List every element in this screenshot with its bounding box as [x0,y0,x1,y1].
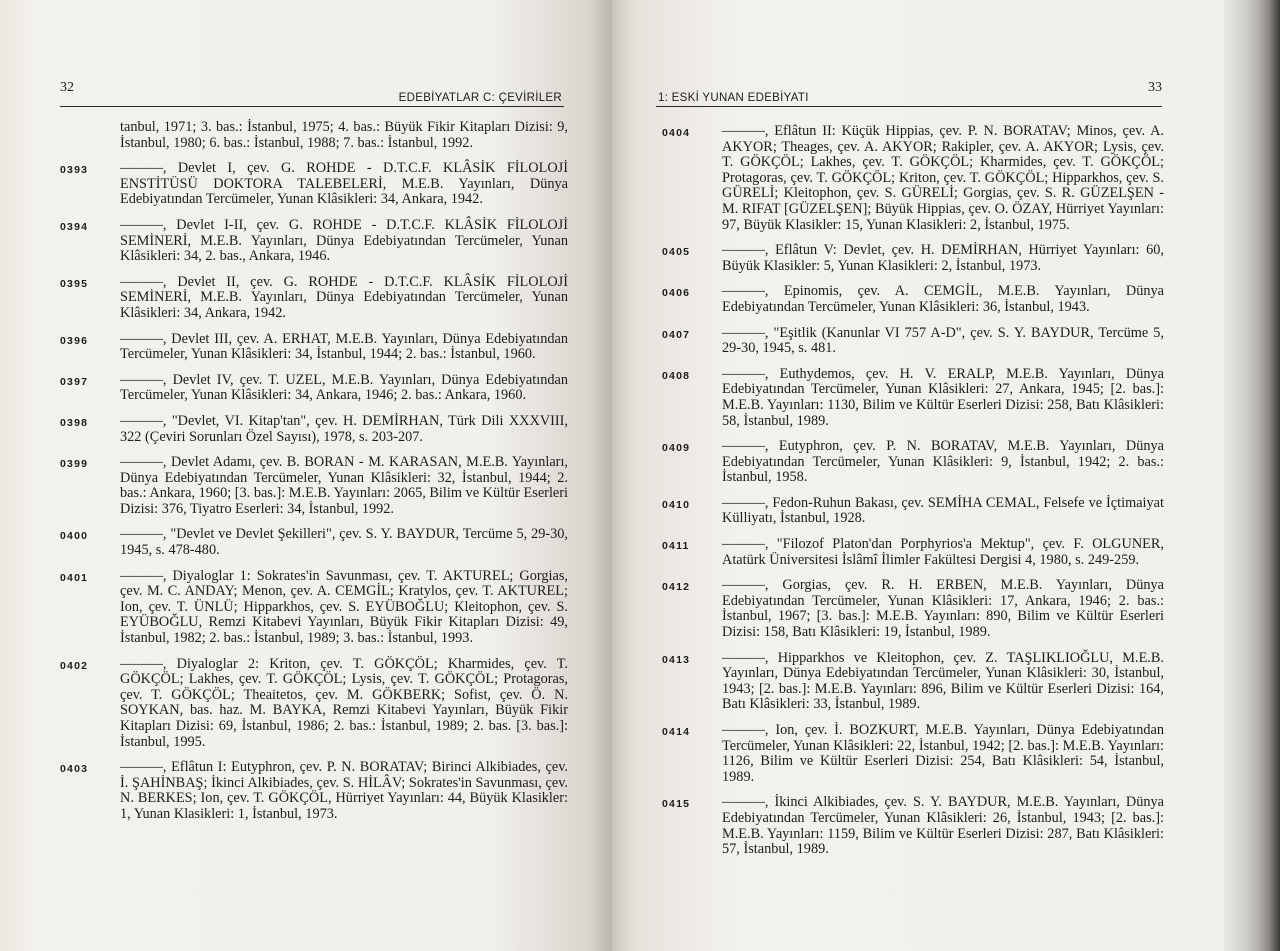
entry-text: ———, Devlet IV, çev. T. UZEL, M.E.B. Yayınları, Dünya Edebiyatından Tercümeler, Yunan Klâsikleri: 34, Ankara, 1946; 2. bas.: Ankara, 1960. [120,371,568,404]
entry-number: 0407 [662,328,691,341]
bibliography-entry [662,651,1164,713]
bibliography-entry [60,218,568,265]
bibliography-entry [60,657,568,751]
entry-text: ———, Devlet I, çev. G. ROHDE - D.T.C.F. KLÂSİK FİLOLOJİ ENSTİTÜSÜ DOKTORA TALEBELERİ, M.E.B. Yayınları, Dünya Edebiyatından Tercümeler, Yunan Klâsikleri: 34, Ankara, 1942. [120,160,568,208]
bibliography-entry [60,455,568,517]
entry-number: 0404 [662,127,691,139]
entry-text: ———, Euthydemos, çev. H. V. ERALP, M.E.B. Yayınları, Dünya Edebiyatından Tercümeler, Yunan Klâsikleri: 27, Ankara, 1945; [2. bas.]: M.E.B. Yayınları: 1130, Bilim ve Kültür Eserleri Dizisi: 258, Batı Klâsikleri: 58, İstanbul, 1989. [722,365,1164,429]
bibliography-entry [60,760,568,822]
entry-number: 0394 [60,220,89,233]
entry-text: ———, Diyaloglar 2: Kriton, çev. T. GÖKÇÖL; Kharmides, çev. T. GÖKÇÖL; Lakhes, çev. T. GÖKÇÖL; Lysis, çev. T. GÖKÇÖL; Protagoras, çev. T. GÖKÇÖL; Theaitetos, çev. M. GÖKBERK; Sofist, çev. Ö. N. SOYKAN, bas. haz. M. BAYKA, Remzi Kitabevi Yayınları, Büyük Fikir Kitapları Dizisi: 69, İstanbul, 1986; 2. bas.: İstanbul, 1989; 2. bas. [3. bas.]: İstanbul, 1995. [120,655,568,750]
entry-text: ———, Eflâtun II: Küçük Hippias, çev. P. N. BORATAV; Minos, çev. A. AKYOR; Theages, çev. A. AKYOR; Rakipler, çev. A. AKYOR; Lysis, çev. T. GÖKÇÖL; Lakhes, çev. T. GÖKÇÖL; Kharmides, çev. T. GÖKÇÖL; Protagoras, çev. T. GÖKÇÖL; Kriton, çev. T. GÖKÇÖL; Hipparkhos, çev. S. GÜRELİ; Kleitophon, çev. S. GÜRELİ; Gorgias, çev. S. R. GÜZELŞEN - M. RIFAT [GÜZELŞEN]; Büyük Hippias, çev. O. ÖZAY, Hürriyet Yayınları: 97, Büyük Klasikler: 15, Yunan Klasikleri: 2, İstanbul, 1975. [722,123,1164,233]
bibliography-entry [662,496,1164,527]
left-page-header [60,80,564,107]
bibliography-entry [662,578,1164,640]
entry-number: 0401 [60,571,89,584]
entry-number: 0409 [662,442,691,455]
bibliography-entry [60,120,568,151]
entry-number: 0411 [662,540,690,553]
bibliography-entry [60,527,568,558]
entry-text: ———, Eflâtun I: Eutyphron, çev. P. N. BORATAV; Birinci Alkibiades, çev. İ. ŞAHİNBAŞ; İkinci Alkibiades, çev. S. HİLÂV; Sokrates'in Savunması, çev. N. BERKES; Ion, çev. T. GÖKÇÖL, Hürriyet Yayınları: 44, Büyük Klasikler: 1, Yunan Klasikleri: 1, İstanbul, 1973. [120,759,568,822]
entry-text: ———, Epinomis, çev. A. CEMGİL, M.E.B. Yayınları, Dünya Edebiyatından Tercümeler, Yunan Klâsikleri: 36, İstanbul, 1943. [722,283,1164,315]
bibliography-entry [662,367,1164,429]
bibliography-entry [60,161,568,208]
entry-number: 0398 [60,416,89,429]
entry-number: 0395 [60,277,89,290]
entry-number: 0414 [662,726,691,738]
entry-text: tanbul, 1971; 3. bas.: İstanbul, 1975; 4. bas.: Büyük Fikir Kitapları Dizisi: 9, İstanbul, 1980; 6. bas.: İstanbul, 1988; 7. bas.: İstanbul, 1992. [120,119,568,151]
entry-number: 0400 [60,530,89,543]
right-page [612,0,1224,951]
right-page-number: 33 [1148,80,1162,95]
entry-number: 0403 [60,763,89,776]
entry-text: ———, "Devlet ve Devlet Şekilleri", çev. S. Y. BAYDUR, Tercüme 5, 29-30, 1945, s. 478-480. [120,526,568,559]
entry-text: ———, Devlet II, çev. G. ROHDE - D.T.C.F. KLÂSİK FİLOLOJİ SEMİNERİ, M.E.B. Yayınları, Dünya Edebiyatından Tercümeler, Yunan Klâsikleri: 34, Ankara, 1942. [120,273,568,321]
bibliography-entry [60,373,568,404]
bibliography-entry [662,284,1164,315]
entry-text: ———, "Filozof Platon'dan Porphyrios'a Mektup", çev. F. OLGUNER, Atatürk Üniversitesi İslâmî İlimler Fakültesi Dergisi 4, 1980, s. 249-259. [722,536,1164,568]
entry-text: ———, "Eşitlik (Kanunlar VI 757 A-D", çev. S. Y. BAYDUR, Tercüme 5, 29-30, 1945, s. 481. [722,324,1164,357]
bibliography-entry [662,537,1164,568]
bibliography-entry [662,326,1164,357]
left-entry-list [60,120,568,833]
entry-number: 0399 [60,458,89,471]
entry-number: 0410 [662,498,691,511]
entry-text: ———, Eutyphron, çev. P. N. BORATAV, M.E.B. Yayınları, Dünya Edebiyatından Tercümeler, Yunan Klâsikleri: 9, İstanbul, 1942; 2. bas.: İstanbul, 1958. [722,438,1164,486]
bibliography-entry [662,795,1164,857]
entry-text: ———, İkinci Alkibiades, çev. S. Y. BAYDUR, M.E.B. Yayınları, Dünya Edebiyatından Tercümeler, Yunan Klâsikleri: 26, İstanbul, 1943; [2. bas.]: M.E.B. Yayınları: 1159, Bilim ve Kültür Eserleri Dizisi: 287, Batı Klâsikleri: 57, İstanbul, 1989. [722,794,1164,858]
bibliography-entry [60,414,568,445]
entry-number: 0412 [662,581,691,594]
right-page-header [656,80,1162,107]
entry-number: 0397 [60,375,89,388]
right-running-head: 1: ESKİ YUNAN EDEBİYATI [658,92,809,104]
left-page [0,0,612,951]
bibliography-entry [60,275,568,322]
entry-number: 0396 [60,334,89,347]
bibliography-entry [662,243,1164,274]
entry-text: ———, Eflâtun V: Devlet, çev. H. DEMİRHAN, Hürriyet Yayınları: 60, Büyük Klasikler: 5, Yunan Klasikleri: 2, İstanbul, 1973. [722,242,1164,274]
entry-text: ———, Gorgias, çev. R. H. ERBEN, M.E.B. Yayınları, Dünya Edebiyatından Tercümeler, Yunan Klâsikleri: 17, Ankara, 1946; 2. bas.: İstanbul, 1967; [3. bas.]: M.E.B. Yayınları: 890, Bilim ve Kültür Eserleri Dizisi: 158, Batı Klâsikleri: 19, İstanbul, 1989. [722,577,1164,641]
left-running-head: EDEBİYATLAR C: ÇEVİRİLER [398,92,562,104]
entry-text: ———, Ion, çev. İ. BOZKURT, M.E.B. Yayınları, Dünya Edebiyatından Tercümeler, Yunan Klâsikleri: 22, İstanbul, 1942; [2. bas.]: M.E.B. Yayınları: 1126, Bilim ve Kültür Eserleri Dizisi: 254, Batı Klâsikleri: 54, İstanbul, 1989. [722,722,1164,785]
page-block-edge [1224,0,1280,951]
entry-text: ———, Devlet Adamı, çev. B. BORAN - M. KARASAN, M.E.B. Yayınları, Dünya Edebiyatından Tercümeler, Yunan Klâsikleri: 32, İstanbul, 1944; 2. bas.: Ankara, 1960; [3. bas.]: M.E.B. Yayınları: 2065, Bilim ve Kültür Eserleri Dizisi: 376, Tiyatro Eserleri: 34, İstanbul, 1992. [120,454,568,517]
entry-text: ———, Hipparkhos ve Kleitophon, çev. Z. TAŞLIKLIOĞLU, M.E.B. Yayınları, Dünya Edebiyatından Tercümeler, Yunan Klâsikleri: 30, İstanbul, 1943; [2. bas.]: M.E.B. Yayınları: 896, Bilim ve Kültür Eserleri Dizisi: 164, Batı Klâsikleri: 33, İstanbul, 1989. [722,649,1164,713]
entry-text: ———, Devlet I-II, çev. G. ROHDE - D.T.C.F. KLÂSİK FİLOLOJİ SEMİNERİ, M.E.B. Yayınları, Dünya Edebiyatından Tercümeler, Yunan Klâsikleri: 34, 2. bas., Ankara, 1946. [120,216,568,265]
entry-number: 0402 [60,659,89,672]
bibliography-entry [662,439,1164,486]
bibliography-entry [662,723,1164,785]
bibliography-entry [60,569,568,647]
entry-number: 0413 [662,653,691,666]
entry-text: ———, "Devlet, VI. Kitap'tan", çev. H. DEMİRHAN, Türk Dili XXXVIII, 322 (Çeviri Sorunları Özel Sayısı), 1978, s. 203-207. [120,412,568,445]
entry-number: 0408 [662,369,691,382]
entry-text: ———, Devlet III, çev. A. ERHAT, M.E.B. Yayınları, Dünya Edebiyatından Tercümeler, Yunan Klâsikleri: 34, İstanbul, 1944; 2. bas.: İstanbul, 1960. [120,330,568,363]
entry-number: 0415 [662,798,691,811]
left-page-number: 32 [60,80,74,95]
bibliography-entry [60,332,568,363]
entry-number: 0393 [60,164,89,177]
entry-number: 0406 [662,287,691,300]
bibliography-entry [662,124,1164,233]
right-entry-list [662,124,1164,868]
entry-text: ———, Diyaloglar 1: Sokrates'in Savunması, çev. T. AKTUREL; Gorgias, çev. M. C. ANDAY; Menon, çev. A. CEMGİL; Kratylos, çev. T. AKTUREL; Ion, çev. T. ÜNLÜ; Hipparkhos, çev. S. EYÜBOĞLU; Kleitophon, çev. S. EYÜBOĞLU, Remzi Kitabevi Yayınları, Büyük Fikir Kitapları Dizisi: 49, İstanbul, 1982; 2. bas.: İstanbul, 1989; 3. bas.: İstanbul, 1993. [120,567,568,647]
entry-text: ———, Fedon-Ruhun Bakası, çev. SEMİHA CEMAL, Felsefe ve İçtimaiyat Külliyatı, İstanbul, 1928. [722,494,1164,527]
entry-number: 0405 [662,246,691,259]
